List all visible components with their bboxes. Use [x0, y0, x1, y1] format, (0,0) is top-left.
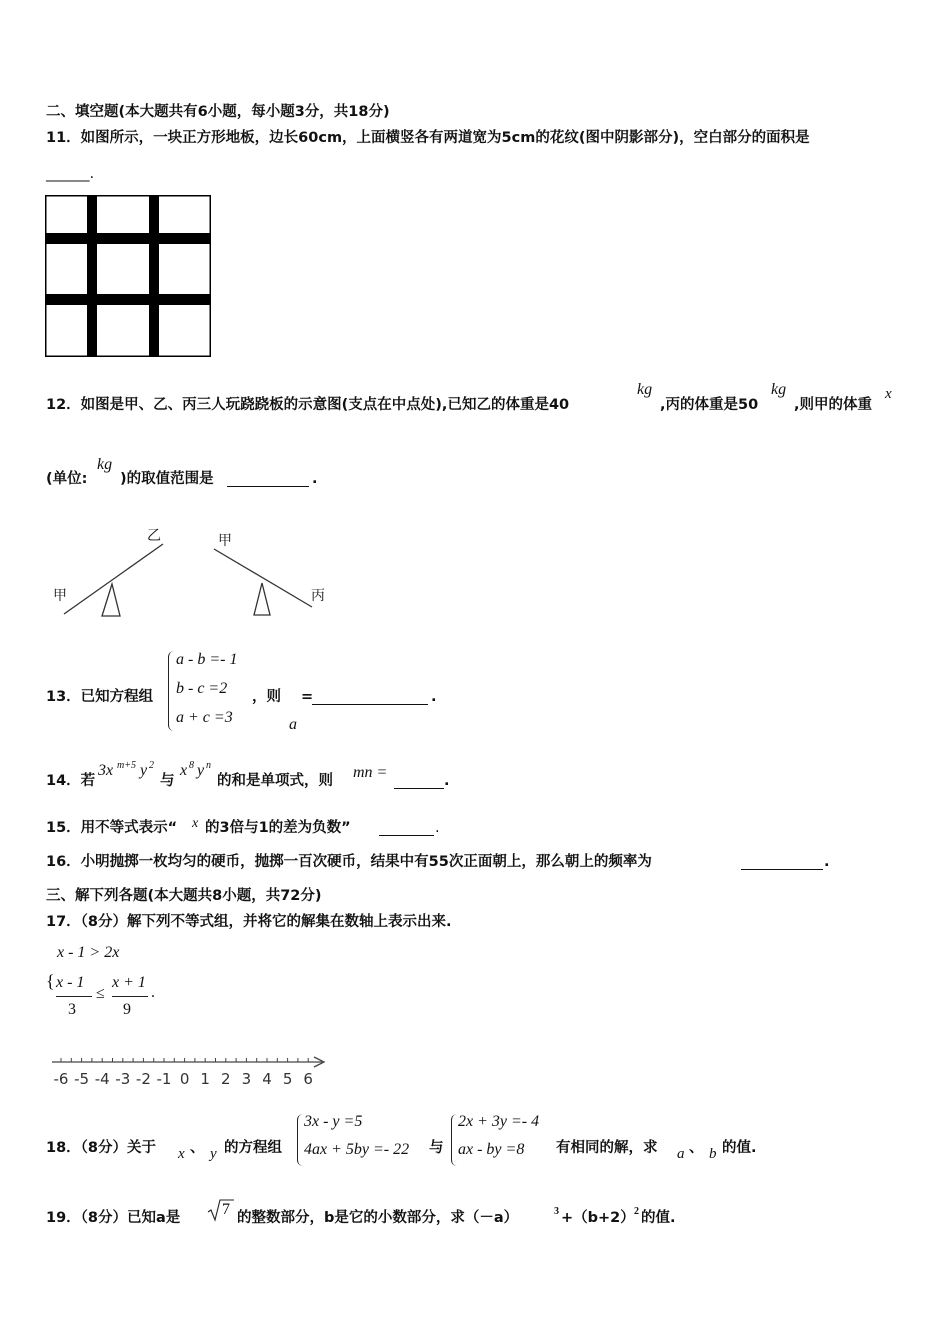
sqrt-symbol [207, 1198, 235, 1222]
q13-period: . [431, 689, 437, 705]
question-15-answer-blank [379, 823, 434, 836]
q14-period: . [444, 773, 450, 789]
q13-equals: = [301, 689, 314, 705]
number-line-label: 6 [303, 1070, 313, 1088]
q18-system2-eq1: 2x + 3y =- 4 [458, 1113, 540, 1130]
q18-var-x: x [178, 1146, 185, 1162]
question-19-text-a: 19．（8分）已知a是 [46, 1210, 181, 1226]
q18-var-b: b [709, 1146, 717, 1162]
question-11-answer-blank: ______. [46, 166, 95, 182]
question-12-period: . [312, 471, 318, 487]
number-line [50, 1054, 330, 1090]
q18-separator: 、 [190, 1140, 205, 1156]
question-12-unit-prefix: (单位: [46, 471, 88, 487]
number-line-label: -1 [156, 1070, 172, 1088]
question-12-text-b: ,丙的体重是50 [660, 397, 759, 413]
seesaw-right-label-right: 丙 [311, 588, 325, 604]
number-line-label: 0 [179, 1070, 190, 1088]
question-15-text-b: 的3倍与1的差为负数” [205, 820, 351, 836]
horizontal-stripe-2 [45, 294, 211, 305]
q13-equation-2: b - c =2 [176, 680, 228, 697]
seesaw-left-label-top: 乙 [147, 528, 161, 544]
q14-term2-y-exponent: n [206, 760, 211, 771]
q13-system-brace [168, 651, 175, 731]
q19-exponent-3: 3 [554, 1206, 559, 1217]
q18-text-a: 的方程组 [224, 1140, 282, 1156]
q14-term2-y: y [197, 762, 205, 779]
q18-system2-brace [451, 1114, 458, 1166]
vertical-stripe-1 [87, 195, 97, 357]
variable-x: x [885, 386, 892, 402]
section-2-heading: 二、填空题(本大题共有6小题，每小题3分，共18分) [46, 104, 390, 120]
question-12-range-text: )的取值范围是 [120, 471, 214, 487]
q18-separator-2: 、 [689, 1140, 704, 1156]
q17-leq: ≤ [96, 985, 105, 1002]
q15-period: . [435, 820, 440, 836]
q18-text-b: 有相同的解，求 [556, 1140, 658, 1156]
q14-term2-exponent: 8 [189, 760, 194, 771]
question-13-label: 13．已知方程组 [46, 689, 154, 705]
section-3-heading: 三、解下列各题(本大题共8小题，共72分) [46, 888, 322, 904]
q17-frac1-denominator: 3 [68, 1001, 76, 1018]
number-line-label: 5 [282, 1070, 293, 1088]
number-line-label: -6 [53, 1070, 69, 1088]
number-line-label: 2 [221, 1070, 231, 1088]
unit-kg-1: kg [637, 381, 653, 398]
number-line-label: 3 [241, 1070, 252, 1088]
q14-term1-base: 3x [98, 762, 114, 779]
question-19-text-c: +（b+2） [561, 1210, 635, 1226]
q17-frac2-denominator: 9 [123, 1001, 131, 1018]
seesaw-left-label-left: 甲 [53, 588, 67, 604]
q19-exponent-2: 2 [634, 1206, 639, 1217]
number-line-label: -4 [94, 1070, 110, 1088]
q17-frac1-bar [56, 996, 92, 997]
question-19-text-d: 的值. [641, 1210, 676, 1226]
q18-system1-eq2: 4ax + 5by =- 22 [304, 1141, 410, 1158]
question-12-answer-blank [227, 474, 309, 487]
question-18-label: 18．（8分）关于 [46, 1140, 157, 1156]
q18-with: 与 [429, 1140, 444, 1156]
vertical-stripe-2 [149, 195, 159, 357]
question-13-answer-blank [312, 692, 428, 705]
q17-frac2-numerator: x + 1 [112, 974, 146, 991]
q14-term1-y: y [140, 762, 148, 779]
question-16-answer-blank [741, 857, 823, 870]
q16-period: . [824, 854, 830, 870]
q14-term1-y-exponent: 2 [149, 760, 154, 771]
unit-kg-2: kg [771, 381, 787, 398]
floor-pattern-figure [45, 195, 212, 358]
question-19-text-b: 的整数部分，b是它的小数部分，求（－a） [237, 1210, 519, 1226]
q18-system1-brace [297, 1114, 304, 1166]
q17-inequality-1: x - 1 > 2x [57, 944, 120, 961]
question-14-answer-blank [394, 776, 444, 789]
question-11-text: 11．如图所示，一块正方形地板，边长60cm，上面横竖各有两道宽为5cm的花纹(图中阴影部分)，空白部分的面积是 [46, 130, 810, 146]
number-line-label: 4 [262, 1070, 272, 1088]
unit-kg-3: kg [97, 456, 113, 473]
number-line-label: -5 [74, 1070, 90, 1088]
q14-with: 与 [160, 773, 175, 789]
question-12-text-a: 12．如图是甲、乙、丙三人玩跷跷板的示意图(支点在中点处),已知乙的体重是40 [46, 397, 570, 413]
number-line-label: 1 [200, 1070, 210, 1088]
sqrt-radicand: 7 [222, 1201, 230, 1218]
number-line-label: -3 [115, 1070, 131, 1088]
q14-text: 的和是单项式，则 [217, 773, 333, 789]
q14-term1-exponent: m+5 [117, 760, 136, 771]
floor-square [46, 196, 211, 357]
q14-term2-x: x [180, 762, 188, 779]
q17-brace: { [46, 971, 55, 991]
question-17-text: 17．（8分）解下列不等式组，并将它的解集在数轴上表示出来. [46, 914, 452, 930]
question-16-text: 16．小明抛掷一枚均匀的硬币，抛掷一百次硬币，结果中有55次正面朝上，那么朝上的频率为 [46, 854, 652, 870]
q17-frac1-numerator: x - 1 [56, 974, 85, 991]
q17-dot: . [151, 984, 155, 1001]
q18-var-a: a [677, 1146, 685, 1162]
q13-then-text: ，则 [252, 689, 281, 705]
q15-var-x: x [192, 816, 199, 831]
question-15-text-a: 15．用不等式表示“ [46, 820, 178, 836]
q18-system1-eq1: 3x - y =5 [304, 1113, 363, 1130]
q13-equation-3: a + c =3 [176, 709, 233, 726]
question-14-label: 14．若 [46, 773, 96, 789]
q18-var-y: y [210, 1146, 217, 1162]
horizontal-stripe-1 [45, 233, 211, 244]
q13-equation-1: a - b =- 1 [176, 651, 238, 668]
q17-frac2-bar [112, 996, 148, 997]
seesaw-figure-right [210, 545, 320, 625]
q18-text-c: 的值. [722, 1140, 757, 1156]
seesaw-right-label-top: 甲 [218, 533, 232, 549]
question-12-text-c: ,则甲的体重 [794, 397, 873, 413]
q13-var-a: a [289, 716, 297, 733]
q14-mn-equals: mn = [353, 764, 388, 781]
number-line-label: -2 [135, 1070, 151, 1088]
q18-system2-eq2: ax - by =8 [458, 1141, 525, 1158]
